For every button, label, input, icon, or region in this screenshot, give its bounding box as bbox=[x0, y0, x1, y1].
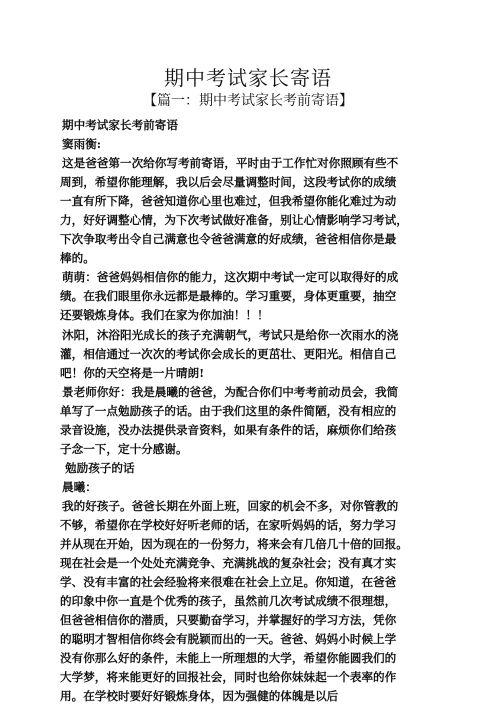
paragraph-line: 力，好好调整心情，为下次考试做好准备，别让心情影响学习考试， bbox=[60, 213, 408, 228]
paragraph-line: 灌，相信通过一次次的考试你会成长的更茁壮、更阳光。相信自己 bbox=[60, 346, 397, 361]
document-subtitle: 【篇一：期中考试家长考前寄语】 bbox=[143, 93, 353, 109]
paragraph-line: 但爸爸相信你的潜质，只要勤奋学习，并掌握好的学习方法，凭你 bbox=[60, 613, 397, 628]
paragraph-line: 没有你那么好的条件，未能上一所理想的大学，希望你能圆我们的 bbox=[60, 651, 397, 666]
document-title: 期中考试家长寄语 bbox=[164, 66, 332, 90]
paragraph-line: 不够，希望你在学校好好听老师的话，在家听妈妈的话，努力学习 bbox=[60, 517, 397, 532]
paragraph-line: 的聪明才智相信你终会有脱颖而出的一天。爸爸、妈妈小时候上学 bbox=[60, 632, 397, 647]
paragraph-line: 还要锻炼身体。我们在家为你加油！！！ bbox=[60, 308, 269, 323]
document-body bbox=[60, 116, 440, 706]
paragraph-line: 单写了一点勉励孩子的话。由于我们这里的条件简陋，没有相应的 bbox=[60, 403, 397, 418]
paragraph-line: 景老师你好：我是晨曦的爸爸，为配合你们中考考前动员会，我简 bbox=[62, 384, 399, 399]
paragraph-line: 并从现在开始，因为现在的一份努力，将来会有几倍几十倍的回报。 bbox=[60, 537, 408, 552]
paragraph-line: 棒的。 bbox=[60, 251, 95, 266]
paragraph-line: 萌萌：爸爸妈妈相信你的能力，这次期中考试一定可以取得好的成 bbox=[62, 270, 399, 285]
paragraph-line: 绩。在我们眼里你永远都是最棒的。学习重要，身体更重要，抽空 bbox=[60, 289, 397, 304]
section-heading: 勉励孩子的话 bbox=[65, 460, 135, 475]
paragraph-line: 吧！你的天空将是一片晴朗! bbox=[60, 365, 205, 380]
salutation: 窦雨衡: bbox=[62, 137, 102, 152]
paragraph-line: 子念一下，定十分感谢。 bbox=[60, 441, 188, 456]
paragraph-line: 这是爸爸第一次给你写考前寄语，平时由于工作忙对你照顾有些不 bbox=[62, 156, 399, 171]
paragraph-line: 周到，希望你能理解，我以后会尽量调整时间，这段考试你的成绩 bbox=[60, 175, 397, 190]
paragraph-line: 大学梦，将来能更好的回报社会，同时也给你妹妹起一个表率的作 bbox=[60, 670, 397, 685]
salutation: 晨曦： bbox=[62, 479, 97, 494]
paragraph-line: 录音设施，没办法提供录音资料，如果有条件的话，麻烦你们给孩 bbox=[60, 422, 397, 437]
paragraph-line: 学、没有丰富的社会经验将来很难在社会上立足。你知道，在爸爸 bbox=[60, 575, 397, 590]
paragraph-line: 一直有所下降，爸爸知道你心里也难过，但我希望你能化难过为动 bbox=[60, 194, 397, 209]
paragraph-line: 现在社会是一个处处充满竞争、充满挑战的复杂社会；没有真才实 bbox=[60, 556, 397, 571]
paragraph-line: 的印象中你一直是个优秀的孩子，虽然前几次考试成绩不很理想， bbox=[60, 594, 397, 609]
paragraph-line: 我的好孩子。爸爸长期在外面上班，回家的机会不多，对你管教的 bbox=[62, 498, 399, 513]
section-heading: 期中考试家长考前寄语 bbox=[62, 118, 178, 132]
paragraph-line: 用。在学校时要好好锻炼身体，因为强健的体魄是以后 bbox=[60, 689, 339, 704]
paragraph-line: 下次争取考出令自己满意也令爸爸满意的好成绩，爸爸相信你是最 bbox=[60, 232, 397, 247]
paragraph-line: 沐阳，沐浴阳光成长的孩子充满朝气，考试只是给你一次雨水的浇 bbox=[62, 327, 399, 342]
